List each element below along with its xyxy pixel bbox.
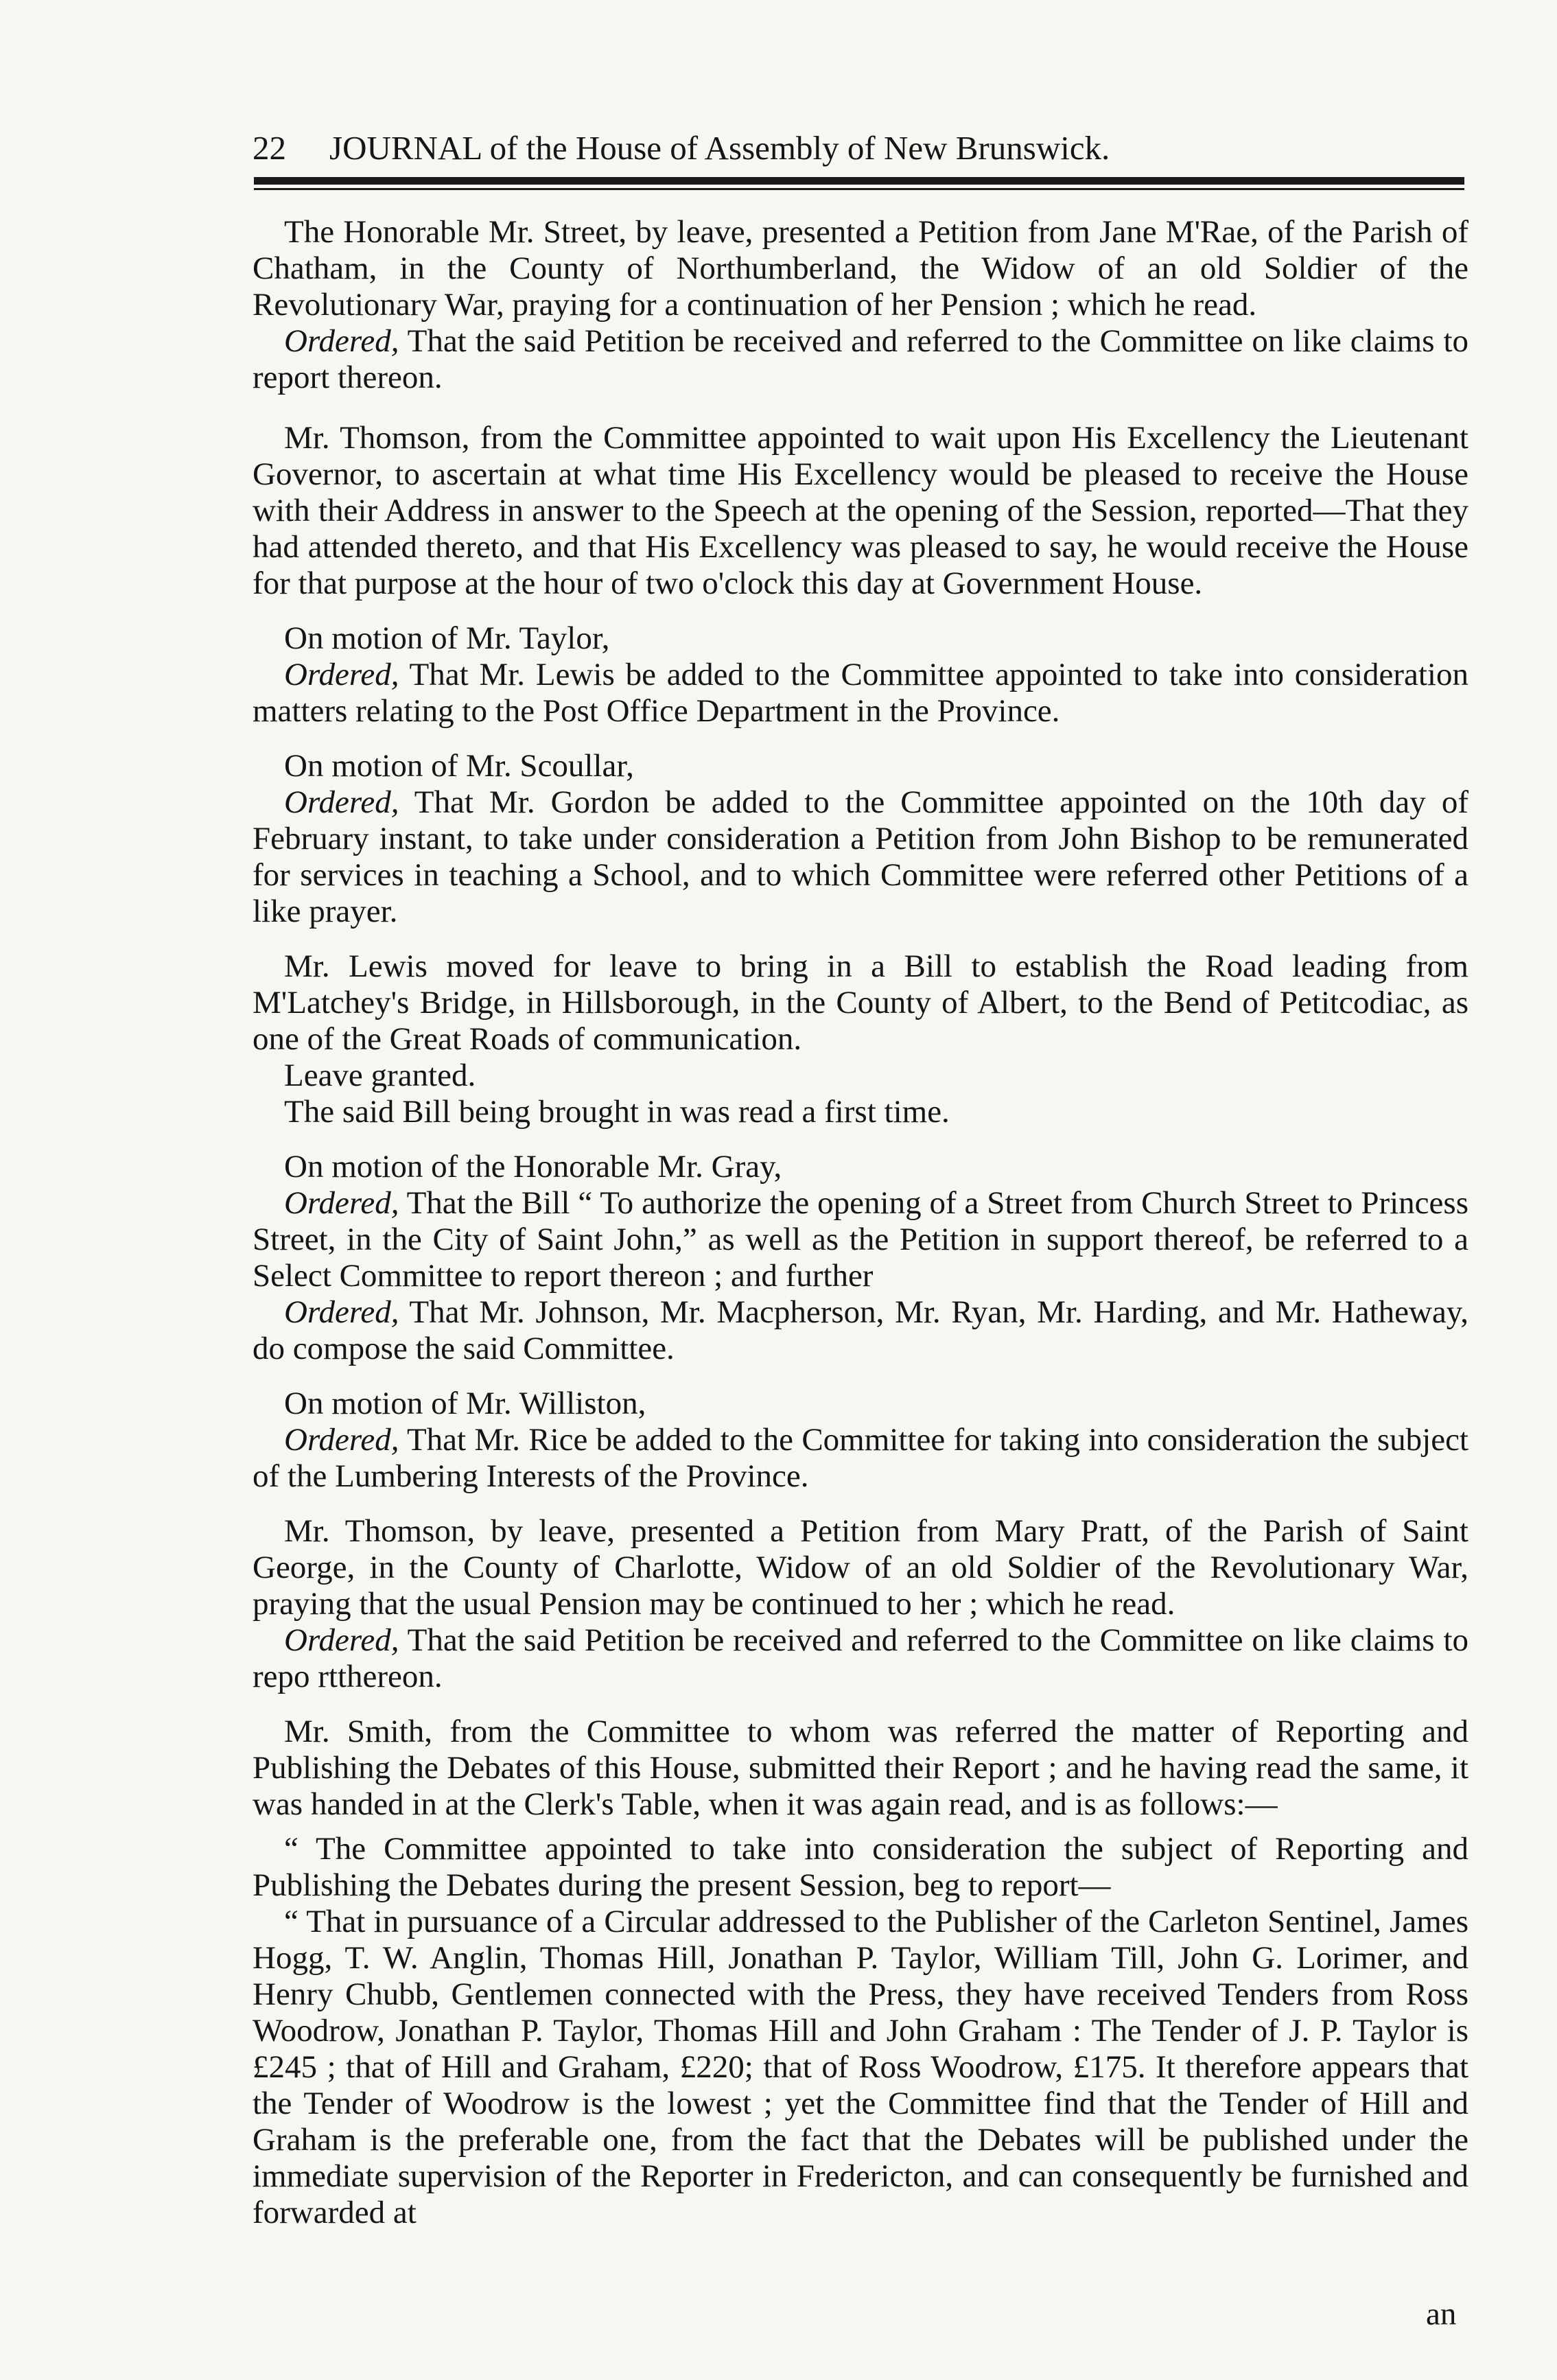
header-rule-thick xyxy=(254,177,1464,185)
ordered-entry xyxy=(253,1294,1468,1367)
paragraph-text: Mr. Thomson, from the Committee appointed to wait upon His Excellency the Lieutenant Governor, to ascertain at what time His Excellency would be pleased to receive the House with their Address in answer to the Speech at the opening of the Session, reported—That they had attended thereto, and that His Excellency was pleased to say, he would receive the House for that purpose at the hour of two o'clock this day at Government House. xyxy=(253,420,1468,601)
ordered-text: That the said Petition be received and referred to the Committee on like claims to repo rtthereon. xyxy=(253,1622,1468,1694)
entry-lewis-bill xyxy=(253,948,1468,1130)
ordered-entry xyxy=(253,323,1468,396)
journal-title: JOURNAL of the House of Assembly of New Brunswick. xyxy=(329,129,1110,167)
paragraph-text: Mr. Smith, from the Committee to whom was referred the matter of Reporting and Publishing the Debates of this House, submitted their Report ; and he having read the same, it was handed in at the Clerk's Table, when it was again read, and is as follows:— xyxy=(253,1714,1468,1822)
paragraph-text: Leave granted. xyxy=(284,1058,476,1093)
ordered-text: That Mr. Lewis be added to the Committee appointed to take into consideration matters relating to the Post Office Department in the Province. xyxy=(253,657,1468,729)
ordered-label: Ordered, xyxy=(284,1622,399,1658)
entry-williston-motion xyxy=(253,1386,1468,1495)
ordered-text: That the said Petition be received and referred to the Committee on like claims to report thereon. xyxy=(253,323,1468,395)
entry-thomson-report xyxy=(253,420,1468,602)
paragraph-text: The said Bill being brought in was read a first time. xyxy=(284,1094,950,1130)
report-quotation xyxy=(253,1831,1468,2231)
ordered-entry xyxy=(253,1622,1468,1695)
report-body: “ That in pursuance of a Circular addressed to the Publisher of the Carleton Sentinel, James Hogg, T. W. Anglin, Thomas Hill, Jonathan P. Taylor, William Till, John G. Lorimer, and Henry Chubb, Gentlemen connected with the Press, they have received Tenders from Ross Woodrow, Jonathan P. Taylor, Thomas Hill and John Graham : The Tender of J. P. Taylor is £245 ; that of Hill and Graham, £220; that of Ross Woodrow, £175. It therefore appears that the Tender of Woodrow is the lowest ; yet the Committee find that the Tender of Hill and Graham is the preferable one, from the fact that the Debates will be published under the immediate supervision of the Reporter in Fredericton, and can consequently be furnished and forwarded at xyxy=(253,1904,1468,2230)
ordered-entry xyxy=(253,1422,1468,1495)
ordered-label: Ordered, xyxy=(284,784,399,820)
paragraph-text: The Honorable Mr. Street, by leave, presented a Petition from Jane M'Rae, of the Parish of Chatham, in the County of Northumberland, the Widow of an old Soldier of the Revolutionary War, praying for a continuation of her Pension ; which he read. xyxy=(253,214,1468,323)
motion-line: On motion of Mr. Scoullar, xyxy=(284,748,634,784)
motion-line: On motion of Mr. Williston, xyxy=(284,1386,646,1421)
running-header xyxy=(253,128,1464,169)
paragraph-text: Mr. Thomson, by leave, presented a Petition from Mary Pratt, of the Parish of Saint George, in the County of Charlotte, Widow of an old Soldier of the Revolutionary War, praying that the usual Pension may be continued to her ; which he read. xyxy=(253,1513,1468,1622)
ordered-label: Ordered, xyxy=(284,657,399,692)
entry-taylor-motion xyxy=(253,620,1468,730)
motion-line: On motion of the Honorable Mr. Gray, xyxy=(284,1149,782,1185)
entry-scoullar-motion xyxy=(253,748,1468,930)
header-rule-thin xyxy=(254,188,1464,190)
motion-line: On motion of Mr. Taylor, xyxy=(284,620,610,656)
journal-body xyxy=(253,214,1468,2250)
ordered-entry xyxy=(253,657,1468,730)
page-number: 22 xyxy=(253,129,286,167)
entry-gray-motion xyxy=(253,1149,1468,1367)
ordered-text: That Mr. Johnson, Mr. Macpherson, Mr. Ryan, Mr. Harding, and Mr. Hatheway, do compose the said Committee. xyxy=(253,1294,1468,1366)
ordered-text: That Mr. Rice be added to the Committee for taking into consideration the subject of the Lumbering Interests of the Province. xyxy=(253,1422,1468,1494)
report-intro: “ The Committee appointed to take into consideration the subject of Reporting and Publishing the Debates during the present Session, beg to report— xyxy=(253,1831,1468,1903)
ordered-entry xyxy=(253,784,1468,930)
ordered-text: That Mr. Gordon be added to the Committee appointed on the 10th day of February instant, to take under consideration a Petition from John Bishop to be remunerated for services in teaching a School, and to which Committee were referred other Petitions of a like prayer. xyxy=(253,784,1468,929)
ordered-label: Ordered, xyxy=(284,1422,399,1458)
ordered-label: Ordered, xyxy=(284,1185,399,1221)
ordered-text: That the Bill “ To authorize the opening of a Street from Church Street to Princess Street, in the City of Saint John,” as well as the Petition in support thereof, be referred to a Select Committee to report thereon ; and further xyxy=(253,1185,1468,1294)
ordered-entry xyxy=(253,1185,1468,1294)
ordered-label: Ordered, xyxy=(284,1294,399,1330)
paragraph-text: Mr. Lewis moved for leave to bring in a Bill to establish the Road leading from M'Latchey's Bridge, in Hillsborough, in the County of Albert, to the Bend of Petitcodiac, as one of the Great Roads of communication. xyxy=(253,948,1468,1057)
catchword: an xyxy=(1426,2296,1457,2332)
ordered-label: Ordered, xyxy=(284,323,399,359)
entry-pratt-petition xyxy=(253,1513,1468,1695)
entry-smith-report xyxy=(253,1714,1468,1823)
entry-street-petition xyxy=(253,214,1468,396)
